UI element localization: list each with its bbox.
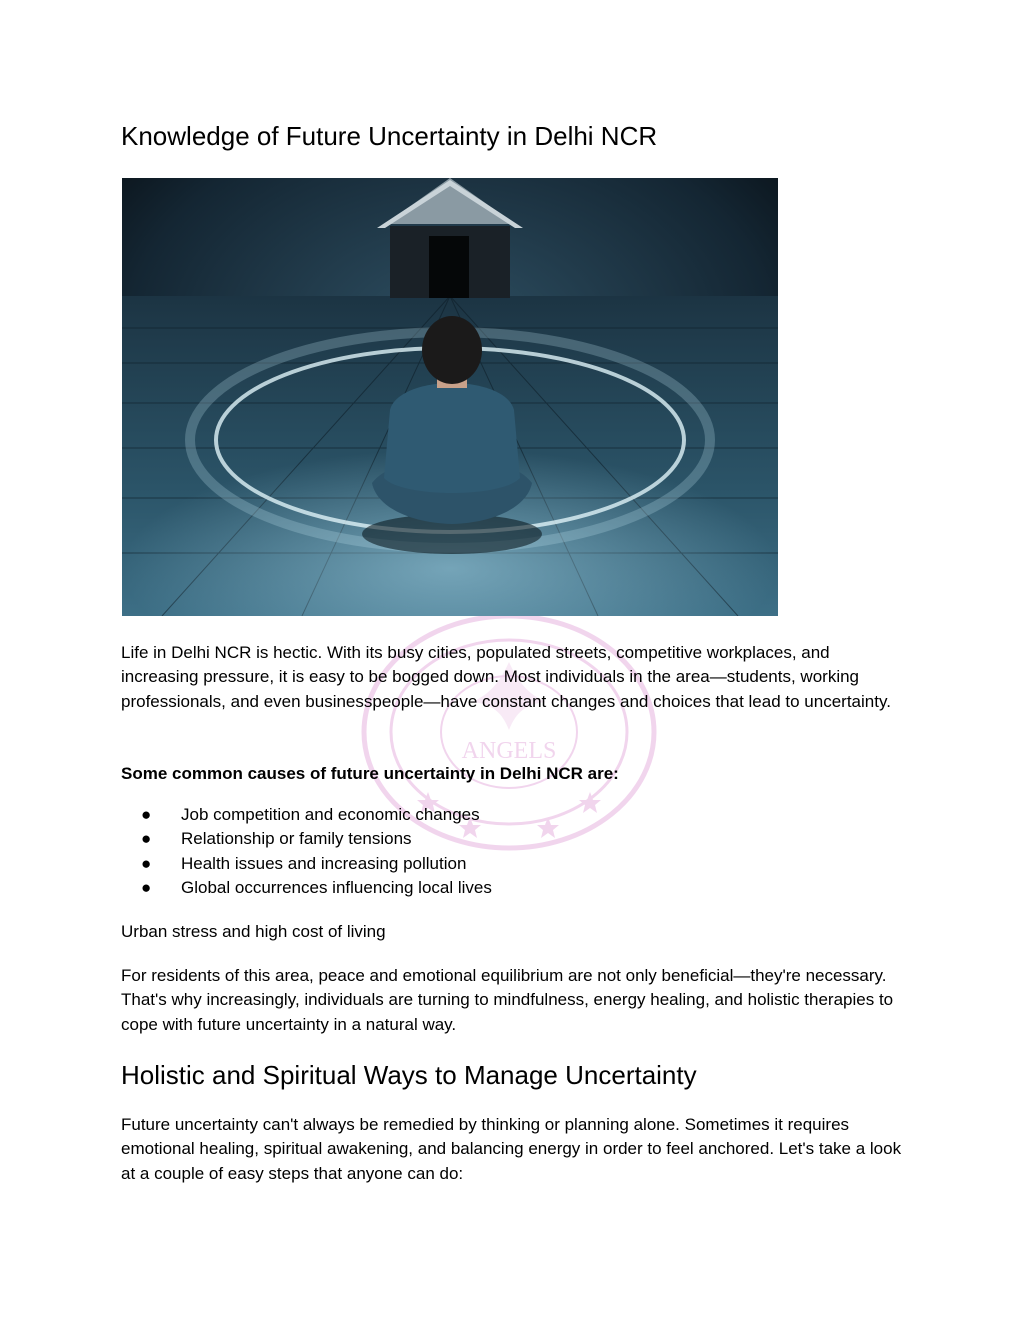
residents-paragraph: For residents of this area, peace and emotional equilibrium are not only beneficial—they're necessary. That's why increasingly, individuals are turning to mindfulness, energy healing, and holistic therapies to cope with future uncertainty in a natural way.: [121, 966, 894, 1034]
bullet-icon: ●: [141, 805, 152, 824]
page-title: Knowledge of Future Uncertainty in Delhi NCR: [121, 121, 658, 151]
intro-paragraph: Life in Delhi NCR is hectic. With its busy cities, populated streets, competitive workplaces, and increasing pressure, it is easy to be bogged down. Most individuals in the area—students, working professionals, and even businesspeople—have constant changes and choices that lead to uncertainty.: [121, 643, 891, 711]
causes-list: [121, 803, 492, 901]
bullet-icon: ●: [141, 878, 152, 898]
list-item-text: Job competition and economic changes: [181, 805, 480, 824]
section-heading: Holistic and Spiritual Ways to Manage Uncertainty: [121, 1060, 697, 1090]
bullet-icon: ●: [141, 853, 152, 873]
watermark-text: ANGELS: [461, 738, 557, 764]
causes-heading: Some common causes of future uncertainty in Delhi NCR are:: [121, 764, 619, 783]
list-item-text: Global occurrences influencing local lives: [181, 878, 492, 898]
list-item-text: Health issues and increasing pollution: [181, 853, 467, 873]
list-item: [121, 876, 492, 900]
holistic-paragraph: Future uncertainty can't always be remedied by thinking or planning alone. Sometimes it requires emotional healing, spiritual awakening, and balancing energy in order to feel anchored. Let's take a look at a couple of easy steps that anyone can do:: [121, 1115, 902, 1183]
list-item: [121, 852, 492, 876]
urban-stress-line: Urban stress and high cost of living: [121, 922, 386, 941]
list-item: [121, 827, 492, 851]
list-item-text: Relationship or family tensions: [181, 829, 412, 849]
list-item: [121, 803, 492, 827]
meditation-illustration: [122, 178, 778, 616]
bullet-icon: ●: [141, 829, 152, 849]
